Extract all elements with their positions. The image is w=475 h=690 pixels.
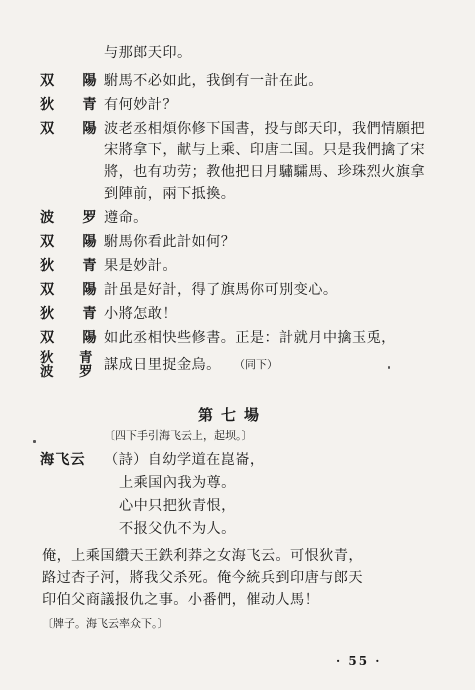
poem-line: （詩）自幼学道在崑崙， [104,452,265,468]
continued-line: 与那郎天印。 [104,45,192,61]
stage-direction: （同下） [234,358,278,371]
exit-stage-direction: 〔牌子。海飞云率众下。〕 [42,617,169,630]
dialogue-line: 波老丞相煩你修下国書，投与郎天印，我們情願把 [104,121,425,137]
dialogue-line: 計虽是好計，得了旗馬你可別变心。 [104,282,338,298]
speaker-diqing: 狄 青 [40,306,104,322]
dialogue-line: 有何妙計？ [104,97,177,113]
prose-line: 俺，上乘国纘天王鉄利莽之女海飞云。可恨狄青， [42,548,363,564]
dialogue-line: 將，也有功劳；教他把日月驌驦馬、珍珠烈火旗拿 [104,164,425,180]
dialogue-line: 駙馬你看此計如何？ [104,234,236,250]
speaker-shuangyang: 双 陽 [40,330,104,346]
speaker-haifeiyun: 海飞云 [40,452,86,468]
speaker-shuangyang: 双 陽 [40,121,104,137]
speaker-shuangyang: 双 陽 [40,73,104,89]
speaker-diqing: 狄 青 [40,258,104,274]
dialogue-line: 果是妙計。 [104,258,177,274]
speaker-diqing: 狄 青 [40,350,99,366]
scene-title: 第七場 [198,406,268,424]
dialogue-line: 駙馬不必如此，我倒有一計在此。 [104,73,323,89]
prose-line: 印伯父商議报仇之事。小番們，催动人馬！ [42,592,320,608]
poem-line: 心中只把狄青恨， [119,498,236,514]
speaker-boluo: 波 罗 [40,210,104,226]
dialogue-line: 到陣前，兩下抵換。 [104,186,236,202]
speaker-diqing: 狄 青 [40,97,104,113]
poem-line: 上乘国內我为尊。 [119,475,236,491]
prose-line: 路过杏子河，將我父杀死。俺今統兵到印唐与郎天 [42,570,363,586]
dialogue-line: 如此丞相快些修書。正是：計就月中擒玉兎， [104,330,396,346]
entrance-stage-direction: 〔四下手引海飞云上，起坝。〕 [104,429,253,442]
speaker-shuangyang: 双 陽 [40,282,104,298]
speaker-boluo: 波 罗 [40,364,99,380]
scan-speck [33,440,36,443]
scan-speck [388,366,390,369]
dialogue-line: 遵命。 [104,210,148,226]
dialogue-line: 小將怎敢！ [104,306,177,322]
poem-line: 不报父仇不为人。 [119,521,236,537]
speaker-shuangyang: 双 陽 [40,234,104,250]
page-number: · 55 · [336,654,382,668]
dialogue-line: 宋將拿下，献与上乘、印唐二国。只是我們擒了宋 [104,142,425,158]
dialogue-line: 謀成日里捉金烏。 [104,357,221,373]
